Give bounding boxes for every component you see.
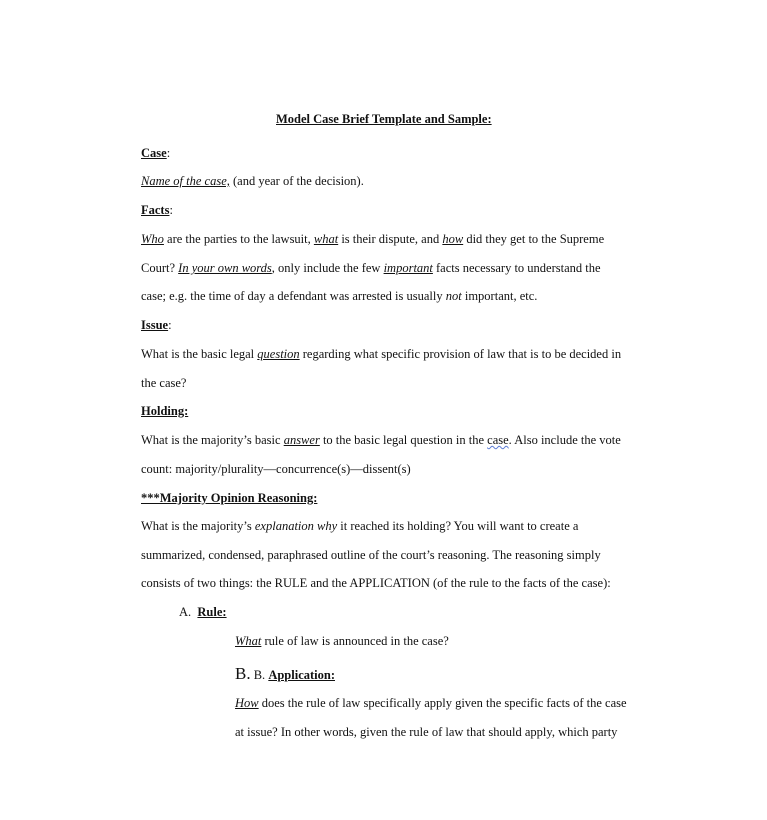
issue-heading: Issue [141, 318, 169, 332]
reasoning-l1-t2: it reached its holding? You will want to create a [337, 519, 579, 533]
rule-text-rest: rule of law is announced in the case? [261, 634, 449, 648]
application-heading-line [235, 664, 335, 685]
reasoning-heading: ***Majority Opinion Reasoning: [141, 491, 318, 505]
facts-l3-t2: important, etc. [461, 289, 538, 303]
case-description [141, 173, 364, 189]
application-line-1 [235, 695, 627, 711]
application-marker-large: B. [235, 664, 251, 683]
facts-line-3 [141, 288, 537, 304]
issue-line-1 [141, 346, 621, 362]
reasoning-line-3: consists of two things: the RULE and the APPLICATION (of the rule to the facts of the case): [141, 576, 611, 590]
reasoning-line-1 [141, 518, 578, 534]
rule-heading: Rule: [197, 605, 227, 619]
facts-line-1 [141, 231, 604, 247]
issue-heading-colon: : [168, 318, 172, 332]
facts-line-2 [141, 260, 601, 276]
holding-answer: answer [283, 433, 320, 447]
facts-heading-colon: : [169, 203, 173, 217]
application-marker-small: B. [253, 668, 266, 682]
holding-l1-t3: . Also include the vote [508, 433, 621, 447]
facts-heading: Facts [141, 203, 170, 217]
application-l1-t1: does the rule of law specifically apply given the specific facts of the case [258, 696, 627, 710]
facts-l2-t1: Court? [141, 261, 179, 275]
facts-l1-t2: is their dispute, and [338, 232, 443, 246]
case-year-text: (and year of the decision). [229, 174, 364, 188]
facts-l1-t1: are the parties to the lawsuit, [163, 232, 314, 246]
facts-l1-t3: did they get to the Supreme [463, 232, 605, 246]
holding-heading: Holding: [141, 404, 189, 418]
facts-l2-t2: , only include the few [271, 261, 384, 275]
case-name-text: Name of the case, [141, 174, 230, 188]
facts-what: what [313, 232, 339, 246]
reasoning-explanation: explanation why [254, 519, 338, 533]
rule-what: What [235, 634, 262, 648]
case-heading-colon: : [166, 146, 171, 160]
document-title: Model Case Brief Template and Sample: [276, 112, 492, 126]
application-heading: Application: [268, 668, 335, 682]
issue-heading-line [141, 317, 172, 333]
holding-line-2: count: majority/plurality—concurrence(s)—dissent(s) [141, 462, 411, 476]
rule-marker: A. [179, 605, 192, 619]
reasoning-l1-t1: What is the majority’s [141, 519, 255, 533]
facts-important: important [383, 261, 433, 275]
issue-l1-t1: What is the basic legal [141, 347, 258, 361]
rule-heading-line [179, 604, 227, 620]
facts-not: not [445, 289, 462, 303]
holding-case-spellcheck: case [487, 433, 509, 447]
holding-l1-t2: to the basic legal question in the [319, 433, 488, 447]
holding-l1-t1: What is the majority’s basic [141, 433, 284, 447]
issue-line-2: the case? [141, 376, 187, 390]
holding-line-1 [141, 432, 621, 448]
case-heading-line [141, 145, 170, 161]
facts-l2-t3: facts necessary to understand the [432, 261, 601, 275]
application-how: How [235, 696, 259, 710]
facts-how: how [442, 232, 464, 246]
facts-who: Who [141, 232, 164, 246]
facts-heading-line [141, 202, 173, 218]
issue-l1-t2: regarding what specific provision of law that is to be decided in [299, 347, 622, 361]
facts-l3-t1: case; e.g. the time of day a defendant was arrested is usually [141, 289, 446, 303]
rule-text [235, 633, 449, 649]
reasoning-line-2: summarized, condensed, paraphrased outline of the court’s reasoning. The reasoning simply [141, 548, 601, 562]
application-line-2: at issue? In other words, given the rule of law that should apply, which party [235, 725, 618, 739]
facts-own-words: In your own words [178, 261, 272, 275]
case-heading: Case [141, 146, 167, 160]
issue-question: question [257, 347, 300, 361]
